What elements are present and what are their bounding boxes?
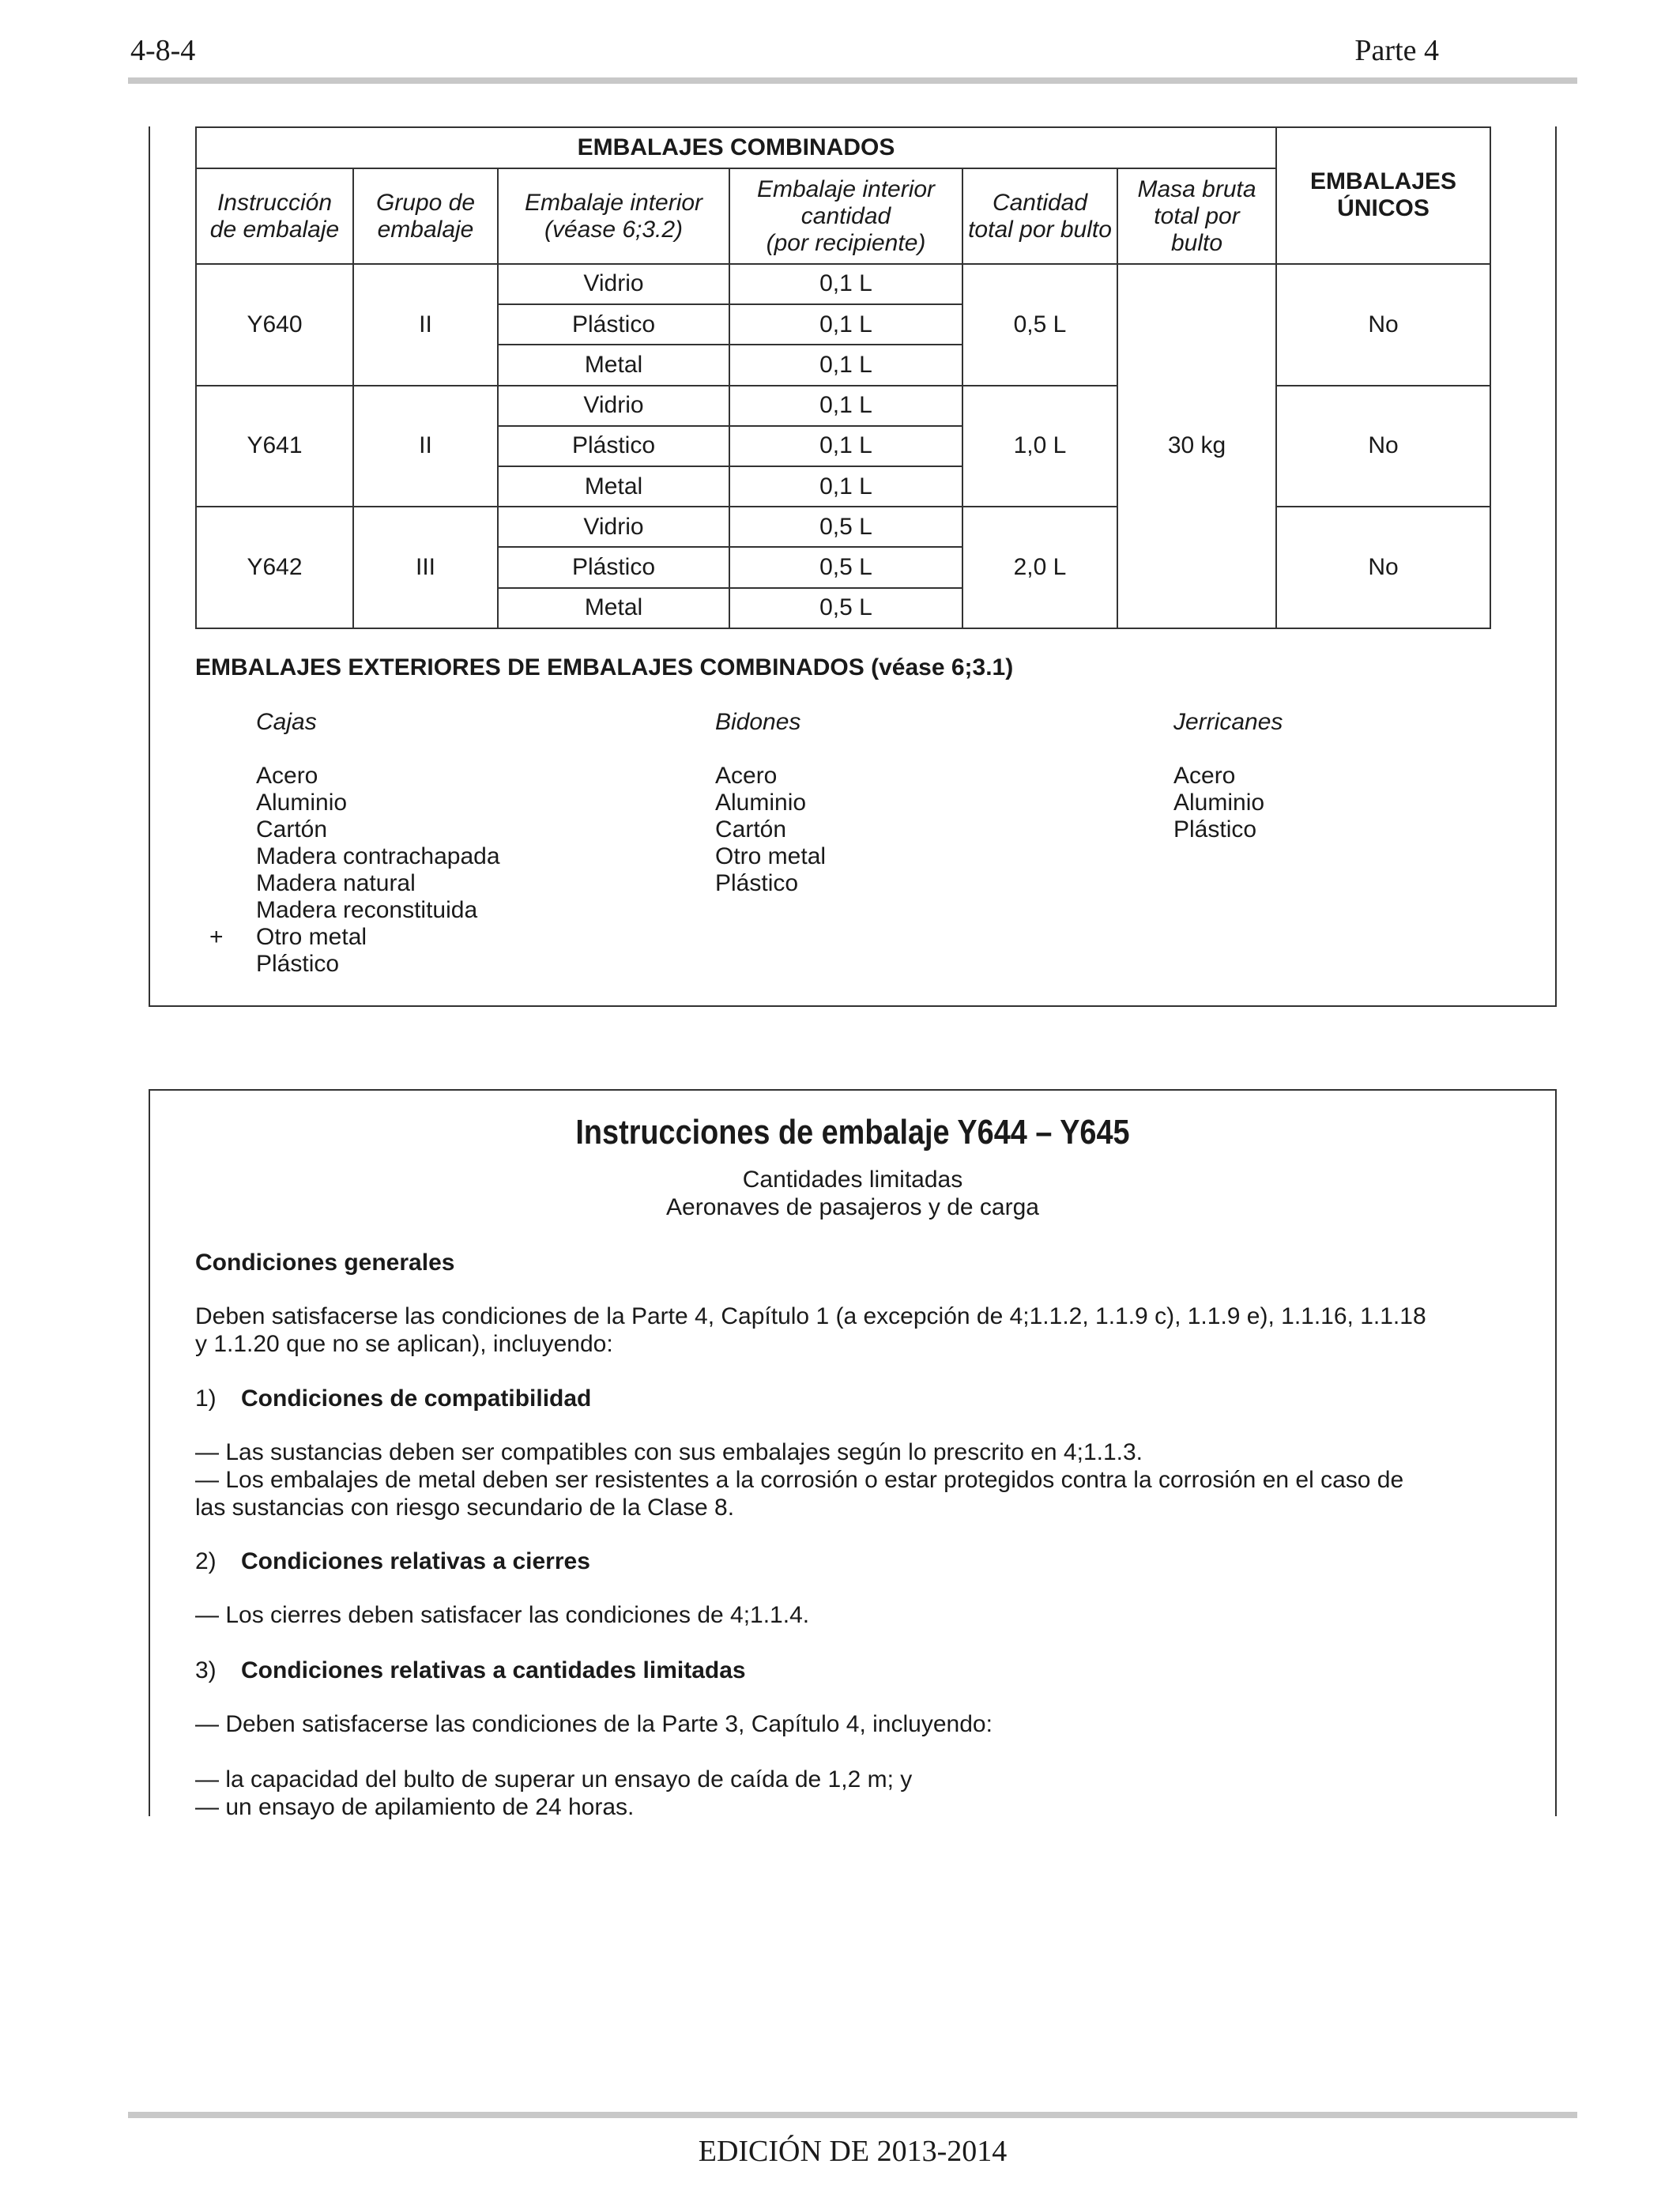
list-item: Otro metal <box>715 843 827 869</box>
group-cell: III <box>353 507 498 628</box>
table-row <box>196 507 1490 547</box>
list-item: Acero <box>1173 763 1236 789</box>
list-item: Acero <box>256 763 318 789</box>
header-group: Grupo de embalaje <box>353 168 498 264</box>
header-total-quantity: Cantidad total por bulto <box>962 168 1117 264</box>
material-cell: Vidrio <box>498 264 729 304</box>
material-cell: Metal <box>498 345 729 385</box>
list-item: Cartón <box>715 816 787 843</box>
panel-right-border <box>1555 126 1557 1007</box>
panel2-top-border <box>149 1089 1557 1091</box>
quantity-cell: 0,1 L <box>729 304 962 345</box>
revision-plus-mark: + <box>209 924 224 950</box>
table-row <box>196 386 1490 426</box>
total-cell: 0,5 L <box>962 264 1117 386</box>
group-cell: II <box>353 264 498 386</box>
column-head-boxes: Cajas <box>256 709 317 735</box>
list-item: Madera natural <box>256 870 416 896</box>
single-cell: No <box>1276 507 1490 628</box>
header-instruction: Instrucción de embalaje <box>196 168 353 264</box>
header-inner-quantity: Embalaje interior cantidad (por recipiente) <box>729 168 962 264</box>
packing-instruction-title: Instrucciones de embalaje Y644 – Y645 <box>575 1113 1130 1152</box>
quantity-cell: 0,1 L <box>729 345 962 385</box>
combined-packaging-title: EMBALAJES COMBINADOS <box>196 127 1276 168</box>
header-inner-packaging: Embalaje interior (véase 6;3.2) <box>498 168 729 264</box>
quantity-cell: 0,5 L <box>729 507 962 547</box>
material-cell: Metal <box>498 588 729 628</box>
footer-rule <box>128 2112 1577 2118</box>
section-closures-heading: 2) Condiciones relativas a cierres <box>195 1548 590 1574</box>
combined-packaging-table <box>195 126 1491 629</box>
mass-cell: 30 kg <box>1117 264 1276 628</box>
list-item: Aluminio <box>1173 790 1265 816</box>
header-rule <box>128 77 1577 84</box>
material-cell: Vidrio <box>498 507 729 547</box>
section-closures-text: — Los cierres deben satisfacer las condiciones de 4;1.1.4. <box>195 1602 810 1628</box>
column-head-drums: Bidones <box>715 709 801 735</box>
section-limited-quantities-text: — Deben satisfacerse las condiciones de la Parte 3, Capítulo 4, incluyendo: <box>195 1711 993 1737</box>
material-cell: Vidrio <box>498 386 729 426</box>
material-cell: Plástico <box>498 304 729 345</box>
quantity-cell: 0,1 L <box>729 264 962 304</box>
subtitle-limited-quantities: Cantidades limitadas <box>742 1167 963 1193</box>
table-row <box>196 264 1490 304</box>
column-head-jerricans: Jerricanes <box>1173 709 1283 735</box>
quantity-cell: 0,5 L <box>729 547 962 587</box>
panel-bottom-border <box>149 1005 1557 1007</box>
section-limited-quantities-heading: 3) Condiciones relativas a cantidades limitadas <box>195 1657 746 1683</box>
subtitle-aircraft: Aeronaves de pasajeros y de carga <box>666 1194 1039 1220</box>
list-item: Madera contrachapada <box>256 843 500 869</box>
header-gross-mass: Masa bruta total por bulto <box>1117 168 1276 264</box>
section-compatibility-heading: 1) Condiciones de compatibilidad <box>195 1385 592 1412</box>
total-cell: 1,0 L <box>962 386 1117 507</box>
edition-footer: EDICIÓN DE 2013-2014 <box>698 2135 1008 2168</box>
list-item: Plástico <box>715 870 799 896</box>
drums-list <box>715 763 826 897</box>
list-item: Acero <box>715 763 778 789</box>
list-item: Aluminio <box>715 790 807 816</box>
single-cell: No <box>1276 264 1490 386</box>
list-item: Plástico <box>1173 816 1257 843</box>
general-conditions-heading: Condiciones generales <box>195 1250 455 1276</box>
list-item: Plástico <box>256 951 340 977</box>
part-label: Parte 4 <box>1354 34 1439 67</box>
material-cell: Metal <box>498 466 729 507</box>
list-item: Aluminio <box>256 790 348 816</box>
section-compatibility-text: — Las sustancias deben ser compatibles con sus embalajes según lo prescrito en 4;1.1.3. — Los embalajes de metal deben ser resistentes a la corrosión o estar protegidos contra la corrosión en el caso de las sustancias con riesgo secundario de la Clase 8. <box>195 1439 1404 1521</box>
quantity-cell: 0,1 L <box>729 386 962 426</box>
section-tests-list: — la capacidad del bulto de superar un ensayo de caída de 1,2 m; y — un ensayo de apilamiento de 24 horas. <box>195 1766 913 1820</box>
general-conditions-text: Deben satisfacerse las condiciones de la Parte 4, Capítulo 1 (a excepción de 4;1.1.2, 1.1.9 c), 1.1.9 e), 1.1.16, 1.1.18 y 1.1.20 que no se aplican), incluyendo: <box>195 1303 1426 1357</box>
instruction-cell: Y641 <box>196 386 353 507</box>
material-cell: Plástico <box>498 547 729 587</box>
list-item: Cartón <box>256 816 328 843</box>
single-cell: No <box>1276 386 1490 507</box>
group-cell: II <box>353 386 498 507</box>
single-packaging-header: EMBALAJES ÚNICOS <box>1276 127 1490 264</box>
quantity-cell: 0,1 L <box>729 466 962 507</box>
instruction-cell: Y642 <box>196 507 353 628</box>
jerricans-list <box>1173 763 1264 843</box>
panel-left-border <box>149 126 150 1007</box>
list-item: Otro metal <box>256 924 367 950</box>
page-number: 4-8-4 <box>130 34 196 67</box>
quantity-cell: 0,5 L <box>729 588 962 628</box>
list-item: Madera reconstituida <box>256 897 478 923</box>
boxes-list <box>256 763 500 978</box>
quantity-cell: 0,1 L <box>729 426 962 466</box>
outer-packaging-title: EMBALAJES EXTERIORES DE EMBALAJES COMBINADOS (véase 6;3.1) <box>195 654 1014 680</box>
total-cell: 2,0 L <box>962 507 1117 628</box>
instruction-cell: Y640 <box>196 264 353 386</box>
material-cell: Plástico <box>498 426 729 466</box>
